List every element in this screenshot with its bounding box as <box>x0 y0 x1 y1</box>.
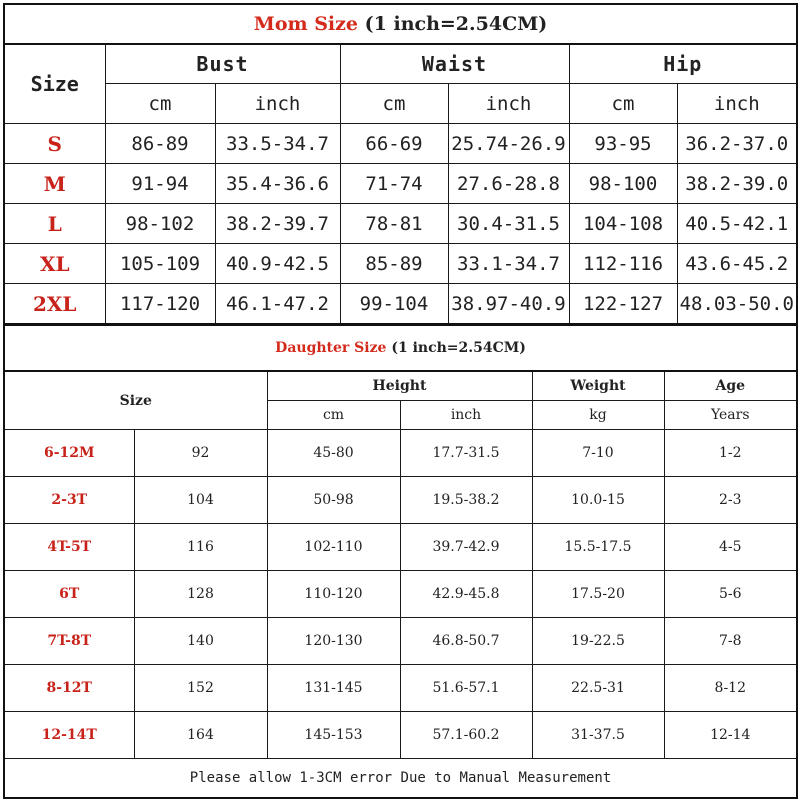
table-row <box>4 204 797 244</box>
daughter-value-cell: 2-3 <box>664 477 797 524</box>
table-row <box>4 244 797 284</box>
table-row <box>4 284 797 325</box>
mom-value-cell: 43.6-45.2 <box>677 244 797 284</box>
daughter-size-label: 6T <box>4 571 134 618</box>
table-row <box>4 164 797 204</box>
daughter-value-cell: 120-130 <box>267 618 400 665</box>
daughter-value-cell: 5-6 <box>664 571 797 618</box>
mom-value-cell: 122-127 <box>569 284 677 325</box>
mom-unit-header: inch <box>677 84 797 124</box>
mom-value-cell: 117-120 <box>105 284 215 325</box>
table-row <box>4 524 797 571</box>
mom-value-cell: 25.74-26.9 <box>448 124 569 164</box>
daughter-size-number: 92 <box>134 430 267 477</box>
mom-unit-header: inch <box>215 84 340 124</box>
mom-size-label: S <box>4 124 105 164</box>
mom-value-cell: 104-108 <box>569 204 677 244</box>
daughter-value-cell: 19.5-38.2 <box>400 477 532 524</box>
daughter-value-cell: 15.5-17.5 <box>532 524 664 571</box>
mom-value-cell: 112-116 <box>569 244 677 284</box>
mom-value-cell: 36.2-37.0 <box>677 124 797 164</box>
daughter-size-number: 152 <box>134 665 267 712</box>
mom-size-header: Size <box>4 44 105 124</box>
mom-unit-header: cm <box>105 84 215 124</box>
daughter-unit-header: cm <box>267 401 400 430</box>
daughter-unit-header: kg <box>532 401 664 430</box>
table-row <box>4 665 797 712</box>
daughter-value-cell: 50-98 <box>267 477 400 524</box>
daughter-value-cell: 4-5 <box>664 524 797 571</box>
mom-unit-header: cm <box>569 84 677 124</box>
daughter-size-label: 7T-8T <box>4 618 134 665</box>
daughter-size-label: 2-3T <box>4 477 134 524</box>
mom-size-label: L <box>4 204 105 244</box>
table-row <box>4 124 797 164</box>
mom-value-cell: 30.4-31.5 <box>448 204 569 244</box>
daughter-size-number: 116 <box>134 524 267 571</box>
daughter-value-cell: 57.1-60.2 <box>400 712 532 759</box>
daughter-value-cell: 22.5-31 <box>532 665 664 712</box>
mom-value-cell: 38.2-39.7 <box>215 204 340 244</box>
mom-size-label: 2XL <box>4 284 105 325</box>
daughter-value-cell: 10.0-15 <box>532 477 664 524</box>
daughter-size-label: 12-14T <box>4 712 134 759</box>
daughter-size-header: Size <box>4 371 267 430</box>
daughter-value-cell: 8-12 <box>664 665 797 712</box>
mom-value-cell: 98-100 <box>569 164 677 204</box>
daughter-size-table <box>3 324 798 799</box>
mom-title-label: Mom Size <box>253 13 359 35</box>
daughter-title-conversion: (1 inch=2.54CM) <box>386 340 526 356</box>
mom-hip-header: Hip <box>569 44 797 84</box>
mom-value-cell: 40.9-42.5 <box>215 244 340 284</box>
mom-waist-header: Waist <box>340 44 569 84</box>
daughter-unit-header: inch <box>400 401 532 430</box>
mom-unit-header: inch <box>448 84 569 124</box>
daughter-value-cell: 12-14 <box>664 712 797 759</box>
mom-size-table <box>3 3 798 325</box>
daughter-age-header: Age <box>664 371 797 401</box>
daughter-size-number: 140 <box>134 618 267 665</box>
mom-unit-header: cm <box>340 84 448 124</box>
mom-value-cell: 46.1-47.2 <box>215 284 340 325</box>
mom-title-conversion: (1 inch=2.54CM) <box>358 13 548 35</box>
mom-value-cell: 27.6-28.8 <box>448 164 569 204</box>
daughter-value-cell: 42.9-45.8 <box>400 571 532 618</box>
table-row <box>4 477 797 524</box>
table-row <box>4 712 797 759</box>
daughter-value-cell: 102-110 <box>267 524 400 571</box>
daughter-size-number: 128 <box>134 571 267 618</box>
daughter-size-label: 8-12T <box>4 665 134 712</box>
daughter-value-cell: 145-153 <box>267 712 400 759</box>
daughter-value-cell: 131-145 <box>267 665 400 712</box>
mom-value-cell: 38.2-39.0 <box>677 164 797 204</box>
mom-size-label: XL <box>4 244 105 284</box>
table-row <box>4 618 797 665</box>
mom-value-cell: 35.4-36.6 <box>215 164 340 204</box>
mom-value-cell: 33.5-34.7 <box>215 124 340 164</box>
daughter-value-cell: 7-8 <box>664 618 797 665</box>
mom-bust-header: Bust <box>105 44 340 84</box>
mom-value-cell: 66-69 <box>340 124 448 164</box>
daughter-value-cell: 7-10 <box>532 430 664 477</box>
daughter-size-label: 4T-5T <box>4 524 134 571</box>
daughter-value-cell: 17.5-20 <box>532 571 664 618</box>
mom-table-title <box>4 4 797 44</box>
mom-value-cell: 48.03-50.0 <box>677 284 797 325</box>
daughter-value-cell: 19-22.5 <box>532 618 664 665</box>
mom-size-label: M <box>4 164 105 204</box>
daughter-value-cell: 39.7-42.9 <box>400 524 532 571</box>
daughter-value-cell: 46.8-50.7 <box>400 618 532 665</box>
table-row <box>4 430 797 477</box>
daughter-value-cell: 31-37.5 <box>532 712 664 759</box>
mom-value-cell: 33.1-34.7 <box>448 244 569 284</box>
daughter-value-cell: 17.7-31.5 <box>400 430 532 477</box>
mom-value-cell: 93-95 <box>569 124 677 164</box>
daughter-value-cell: 1-2 <box>664 430 797 477</box>
table-row <box>4 571 797 618</box>
mom-value-cell: 98-102 <box>105 204 215 244</box>
mom-value-cell: 40.5-42.1 <box>677 204 797 244</box>
daughter-value-cell: 45-80 <box>267 430 400 477</box>
daughter-title-label: Daughter Size <box>275 340 387 356</box>
mom-value-cell: 105-109 <box>105 244 215 284</box>
daughter-value-cell: 51.6-57.1 <box>400 665 532 712</box>
mom-value-cell: 85-89 <box>340 244 448 284</box>
measurement-note: Please allow 1-3CM error Due to Manual Measurement <box>4 759 797 799</box>
mom-value-cell: 78-81 <box>340 204 448 244</box>
mom-value-cell: 38.97-40.9 <box>448 284 569 325</box>
mom-value-cell: 71-74 <box>340 164 448 204</box>
daughter-table-title <box>4 325 797 371</box>
mom-value-cell: 99-104 <box>340 284 448 325</box>
daughter-size-label: 6-12M <box>4 430 134 477</box>
mom-value-cell: 91-94 <box>105 164 215 204</box>
daughter-height-header: Height <box>267 371 532 401</box>
daughter-weight-header: Weight <box>532 371 664 401</box>
daughter-size-number: 104 <box>134 477 267 524</box>
daughter-unit-header: Years <box>664 401 797 430</box>
daughter-value-cell: 110-120 <box>267 571 400 618</box>
mom-value-cell: 86-89 <box>105 124 215 164</box>
daughter-size-number: 164 <box>134 712 267 759</box>
